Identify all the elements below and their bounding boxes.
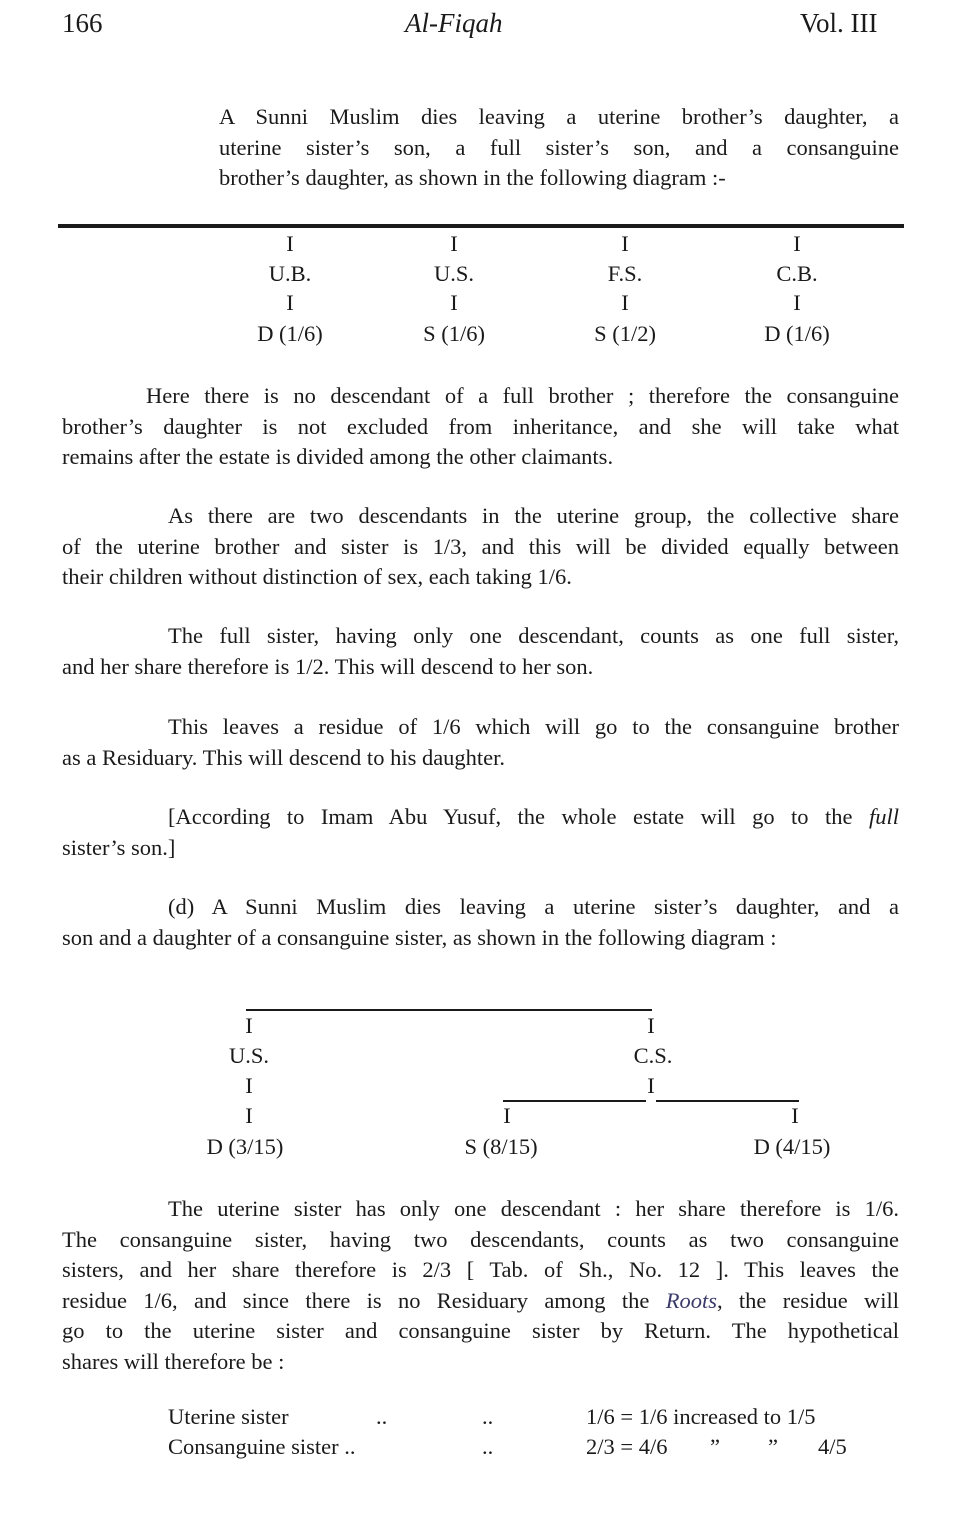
- diagram1-bar: I: [621, 231, 629, 256]
- page-number: 166: [62, 8, 103, 38]
- leader-dots: ..: [482, 1434, 494, 1459]
- diagram1-desc: D (1/6): [257, 321, 323, 346]
- diagram2-top-rule: [246, 1009, 652, 1011]
- diagram2-bar: I: [503, 1103, 511, 1128]
- paragraph-text: residue 1/6, and since there is no Residuary among the: [62, 1287, 650, 1313]
- paragraph-line: (d) A Sunni Muslim dies leaving a uterine sister’s daughter, and a: [168, 894, 899, 919]
- paragraph-uterine-group: [62, 501, 899, 593]
- paragraph-line: of the uterine brother and sister is 1/3, and this will be divided equally between: [62, 533, 899, 559]
- paragraph-line: and her share therefore is 1/2. This will descend to her son.: [62, 653, 594, 679]
- intro-line: uterine sister’s son, a full sister’s son, and a consanguine: [219, 134, 899, 160]
- paragraph-line: sister’s son.]: [62, 834, 176, 860]
- diagram1-label: F.S.: [607, 261, 643, 286]
- paragraph-abu-yusuf: [62, 802, 899, 863]
- paragraph-line: The uterine sister has only one descendant : her share therefore is 1/6.: [168, 1196, 899, 1221]
- paragraph-line: This leaves a residue of 1/6 which will go to the consanguine brother: [168, 714, 899, 739]
- volume-label: Vol. III: [800, 8, 878, 38]
- diagram2-bar: I: [647, 1013, 655, 1038]
- paragraph-text: [According to Imam Abu Yusuf, the whole estate will go to the: [168, 804, 853, 829]
- diagram2-branch-rule-left: [503, 1100, 646, 1102]
- diagram1-label: C.B.: [776, 261, 818, 286]
- paragraph-line: [62, 802, 899, 833]
- paragraph-text: , the residue will: [716, 1287, 900, 1313]
- diagram1-desc: D (1/6): [764, 321, 830, 346]
- paragraph-line: sisters, and her share therefore is 2/3 [ Tab. of Sh., No. 12 ]. This leaves the: [62, 1257, 899, 1282]
- diagram2-label-us: U.S.: [228, 1043, 270, 1068]
- diagram2-bar: I: [647, 1073, 655, 1098]
- paragraph-line: as a Residuary. This will descend to his daughter.: [62, 744, 506, 770]
- paragraph-line: As there are two descendants in the uterine group, the collective share: [168, 503, 899, 528]
- diagram2-desc-us: D (3/15): [206, 1134, 284, 1159]
- intro-paragraph: [219, 102, 899, 194]
- diagram2-branch-rule-right: [656, 1100, 799, 1102]
- diagram1-bar: I: [793, 231, 801, 256]
- diagram2-label-cs: C.S.: [633, 1043, 673, 1068]
- diagram2-desc-daughter: D (4/15): [753, 1134, 831, 1159]
- diagram2-desc-son: S (8/15): [464, 1134, 538, 1159]
- diagram1-desc: S (1/2): [594, 321, 656, 346]
- share-name: Consanguine sister ..: [168, 1434, 356, 1459]
- ditto-mark: ”: [710, 1434, 720, 1459]
- diagram1-bar: I: [286, 290, 294, 315]
- paragraph-residue: [62, 712, 899, 773]
- diagram1-bar: I: [450, 231, 458, 256]
- leader-dots: ..: [376, 1404, 388, 1429]
- paragraph-line: The full sister, having only one descendant, counts as one full sister,: [168, 623, 899, 648]
- diagram1-top-rule: [58, 224, 904, 228]
- paragraph-line: The consanguine sister, having two descendants, counts as two consanguine: [62, 1226, 899, 1252]
- diagram2-bar: I: [245, 1103, 253, 1128]
- diagram1-label: U.B.: [268, 261, 312, 286]
- paragraph-no-full-brother: [62, 381, 899, 473]
- paragraph-line: their children without distinction of sex, each taking 1/6.: [62, 564, 572, 589]
- share-calc: 1/6 = 1/6 increased to 1/5: [586, 1404, 816, 1429]
- paragraph-line: [62, 1286, 899, 1317]
- paragraph-hypothetical-shares: [62, 1194, 899, 1377]
- diagram1-bar: I: [286, 231, 294, 256]
- diagram1-bar: I: [621, 290, 629, 315]
- ditto-mark: ”: [768, 1434, 778, 1459]
- paragraph-line: remains after the estate is divided among the other claimants.: [62, 444, 614, 469]
- paragraph-full-sister: [62, 621, 899, 682]
- diagram1-label: U.S.: [433, 261, 475, 286]
- diagram2-bar: I: [791, 1103, 799, 1128]
- paragraph-line: shares will therefore be :: [62, 1348, 285, 1374]
- diagram2-bar: I: [245, 1073, 253, 1098]
- paragraph-line: go to the uterine sister and consanguine sister by Return. The hypothetical: [62, 1318, 899, 1343]
- intro-line: brother’s daughter, as shown in the following diagram :-: [219, 165, 726, 190]
- italic-word-roots: Roots: [665, 1287, 717, 1313]
- share-result: 4/5: [818, 1434, 847, 1459]
- paragraph-line: brother’s daughter is not excluded from inheritance, and she will take what: [62, 413, 899, 439]
- italic-word: full: [868, 804, 899, 829]
- diagram1-bar: I: [793, 290, 801, 315]
- share-name: Uterine sister: [168, 1404, 289, 1429]
- diagram2-bar: I: [245, 1013, 253, 1038]
- intro-line: A Sunni Muslim dies leaving a uterine brother’s daughter, a: [219, 104, 899, 129]
- share-calc: 2/3 = 4/6: [586, 1434, 668, 1459]
- book-title: Al-Fiqah: [405, 8, 503, 38]
- paragraph-case-d: [62, 892, 899, 953]
- diagram1-desc: S (1/6): [423, 321, 485, 346]
- diagram1-bar: I: [450, 290, 458, 315]
- paragraph-line: son and a daughter of a consanguine sister, as shown in the following diagram :: [62, 924, 777, 950]
- paragraph-line: Here there is no descendant of a full brother ; therefore the consanguine: [146, 383, 899, 408]
- leader-dots: ..: [482, 1404, 494, 1429]
